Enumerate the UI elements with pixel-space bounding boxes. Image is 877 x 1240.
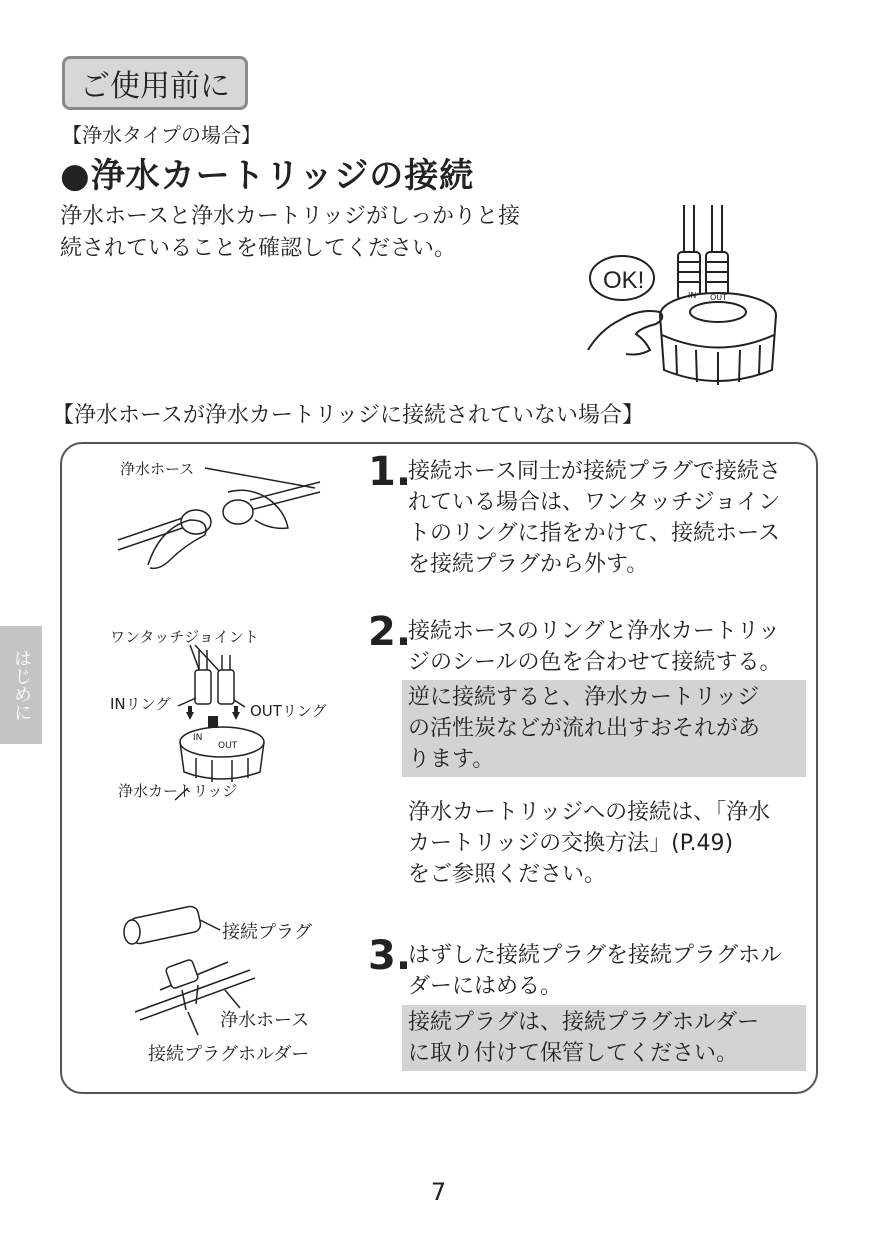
step-1-line: トのリングに指をかけて、接続ホース [408, 521, 781, 546]
ok-label: OK! [603, 267, 645, 294]
step-2-number: 2. [368, 609, 412, 655]
subtitle: 【浄水タイプの場合】 [62, 123, 261, 147]
step-1-line: を接続プラグから外す。 [408, 552, 649, 577]
fig2-in-ring-label: INリング [110, 695, 171, 713]
step-1-line: れている場合は、ワンタッチジョイン [408, 490, 781, 515]
step-3-note-line: 接続プラグは、接続プラグホルダー [408, 1010, 760, 1035]
fig2-out-label: OUT [218, 741, 238, 751]
side-index-tab: はじめに [0, 626, 42, 744]
step-2-caution-note [402, 680, 806, 777]
step-3-text [408, 940, 808, 1002]
step-3-caution-note [402, 1005, 806, 1071]
page-title: ●浄水カートリッジの接続 [60, 156, 475, 196]
step-1-text [408, 456, 808, 580]
step-2-reference [408, 797, 808, 890]
step-2-line: ジのシールの色を合わせて接続する。 [408, 650, 782, 675]
step-3-note-line: に取り付けて保管してください。 [408, 1041, 739, 1066]
page-number: 7 [430, 1178, 447, 1206]
step-2-note-line: の活性炭などが流れ出すおそれがあ [408, 716, 761, 741]
fig3-hose-label: 浄水ホース [220, 1010, 310, 1031]
cartridge-in-label: IN [688, 291, 697, 300]
step-2-note-line: 逆に接続すると、浄水カートリッジ [408, 685, 760, 710]
step-3-line: ダーにはめる。 [408, 974, 563, 999]
step-2-line: 接続ホースのリングと浄水カートリッ [408, 619, 781, 644]
fig2-cartridge-label: 浄水カートリッジ [118, 782, 238, 800]
fig3-holder-label: 接続プラグホルダー [148, 1044, 310, 1065]
fig1-hose-label: 浄水ホース [120, 460, 195, 478]
step-3-line: はずした接続プラグを接続プラグホル [408, 943, 783, 968]
intro-line-1: 浄水ホースと浄水カートリッジがしっかりと接 [60, 204, 521, 229]
step-3-number: 3. [368, 933, 412, 979]
section-heading: 【浄水ホースが浄水カートリッジに接続されていない場合】 [52, 403, 645, 428]
fig2-out-ring-label: OUTリング [250, 702, 327, 720]
step-2-ref-line: 浄水カートリッジへの接続は、「浄水 [408, 800, 771, 825]
step-2-ref-line: カートリッジの交換方法」(P.49) [408, 831, 734, 856]
cartridge-out-label: OUT [710, 293, 728, 302]
fig2-joint-label: ワンタッチジョイント [110, 628, 259, 646]
step-2-text [408, 616, 808, 678]
step-1-number: 1. [368, 449, 412, 495]
section-tab-before-use: ご使用前に [62, 56, 248, 110]
fig3-plug-label: 接続プラグ [222, 922, 312, 943]
fig2-in-label: IN [193, 733, 203, 743]
step-1-line: 接続ホース同士が接続プラグで接続さ [408, 459, 781, 484]
step-2-note-line: ります。 [408, 747, 495, 772]
intro-line-2: 続されていることを確認してください。 [60, 236, 457, 261]
step-2-ref-line: をご参照ください。 [408, 862, 607, 887]
